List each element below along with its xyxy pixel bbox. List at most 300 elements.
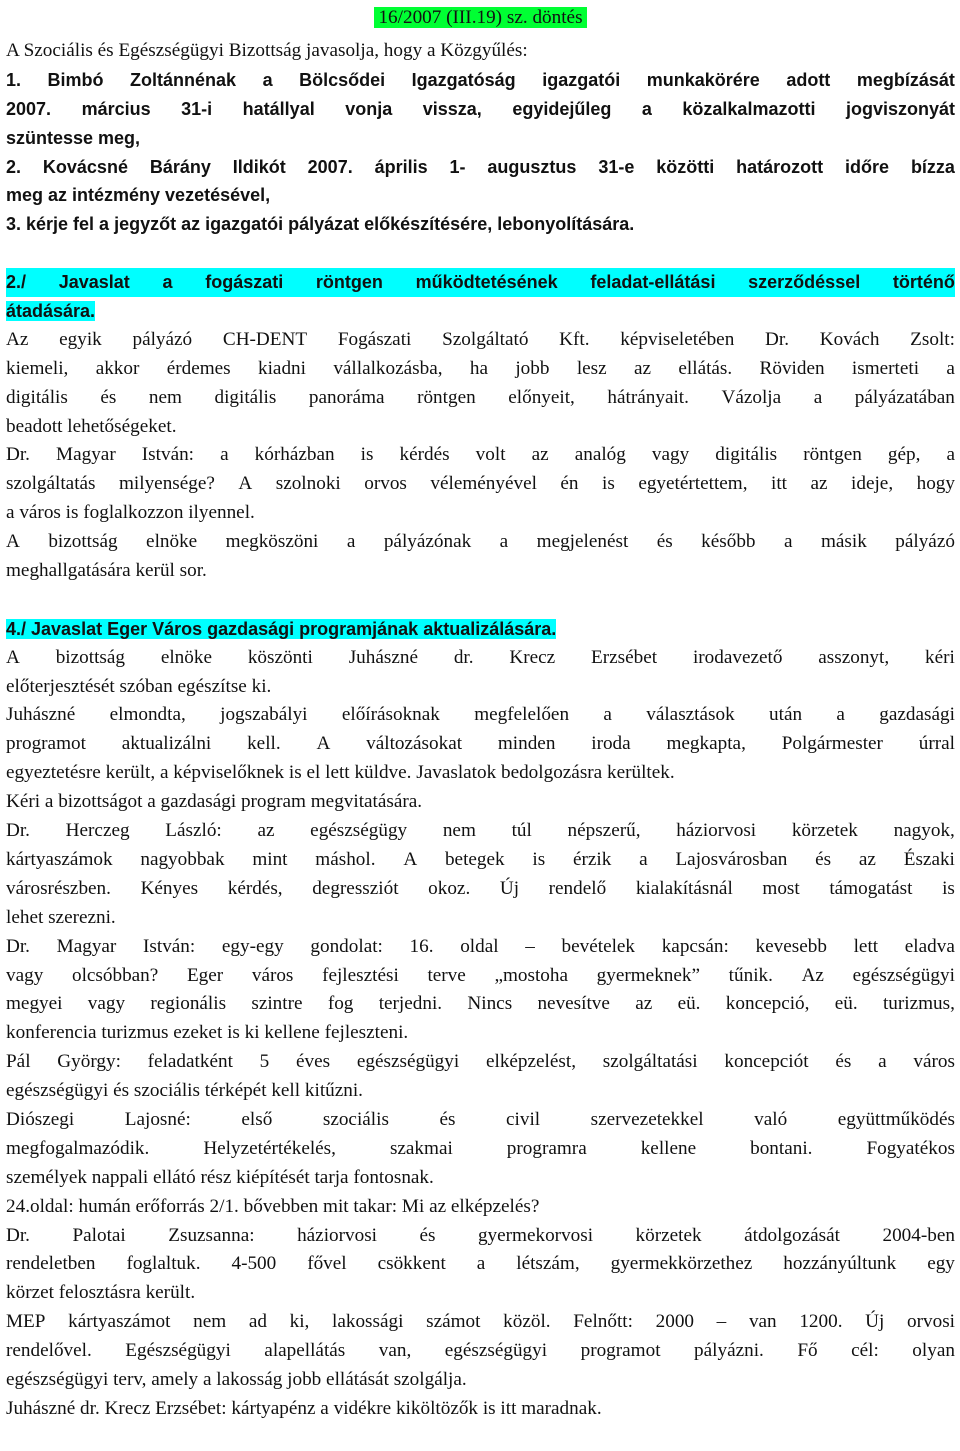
word: megjelenést — [536, 531, 629, 553]
word: az — [531, 444, 549, 466]
word: Igazgatóság — [411, 69, 516, 90]
word: betegek — [444, 848, 505, 870]
word: egyetértettem, — [638, 473, 748, 495]
word: előnyeit, — [508, 386, 575, 408]
word: Az — [6, 328, 29, 350]
word: bizottság — [55, 646, 125, 668]
word: Bárány — [149, 156, 211, 177]
word: máshol. — [315, 848, 376, 870]
word: eü. — [834, 993, 858, 1015]
word: 5 — [259, 1051, 270, 1073]
word: feladatként — [147, 1051, 233, 1073]
word: panoráma — [308, 386, 385, 408]
word: Ildikót — [232, 156, 286, 177]
word: A — [238, 473, 253, 495]
word: közötti — [656, 156, 715, 177]
word: aktualizálni — [121, 733, 212, 755]
word: terjedni. — [378, 993, 443, 1015]
word: feladat-ellátási — [590, 272, 716, 293]
word: 1. — [6, 69, 22, 90]
word: egyik — [59, 328, 102, 350]
paragraph-line: egyeztetésre került, a képviselőknek is el lett küldve. Javaslatok bedolgozásra kerültek. — [6, 762, 675, 784]
decision-line — [6, 153, 955, 182]
word: számot — [426, 1311, 481, 1333]
word: pályázatában — [854, 386, 955, 408]
word: vagy — [87, 993, 126, 1015]
word: is — [942, 877, 955, 899]
word: foglaltuk. — [126, 1253, 201, 1275]
word: digitális — [715, 444, 778, 466]
paragraph-line — [6, 1106, 955, 1135]
word: szolgáltatási — [602, 1051, 698, 1073]
word: közöl. — [503, 1311, 551, 1333]
paragraph-line: egészségügyi és szociális térképét kell kitűzni. — [6, 1080, 363, 1102]
word: a — [220, 444, 229, 466]
word: népszerű, — [567, 820, 641, 842]
word: Herczeg — [65, 820, 130, 842]
word: a — [641, 98, 652, 119]
word: Dr. — [6, 1224, 30, 1246]
word: 2007. — [307, 156, 353, 177]
word: okoz. — [428, 877, 471, 899]
word: gyermekorvosi — [477, 1224, 594, 1246]
paragraph-line — [6, 1308, 955, 1337]
word: városrészben. — [6, 877, 111, 899]
decision-line — [6, 66, 955, 95]
word: a — [346, 531, 356, 553]
word: úrral — [918, 733, 955, 755]
word: Zsolt: — [910, 328, 955, 350]
word: Szolgáltató — [442, 328, 529, 350]
word: István: — [141, 444, 195, 466]
word: hozzányúltunk — [783, 1253, 897, 1275]
section-2-heading-tail: átadására. — [6, 301, 96, 322]
paragraph-line — [6, 1222, 955, 1251]
word: Juhászné — [348, 646, 418, 668]
word: programot — [580, 1340, 661, 1362]
word: kérdés, — [227, 877, 283, 899]
word: kórházban — [254, 444, 335, 466]
word: a — [813, 386, 823, 408]
word: turizmus, — [882, 993, 955, 1015]
word: átdolgozását — [744, 1224, 840, 1246]
word: vissza, — [422, 98, 482, 119]
paragraph-line — [6, 355, 955, 384]
decision-line — [6, 95, 955, 124]
paragraph-line — [6, 384, 955, 413]
word: választások — [646, 704, 735, 726]
word: vállalkozásba, — [333, 357, 443, 379]
word: ideje, — [851, 473, 894, 495]
word: én — [560, 473, 579, 495]
word: röntgen — [417, 386, 476, 408]
word: nagyobbak — [140, 848, 225, 870]
word: megköszöni — [225, 531, 319, 553]
word: megbízását — [856, 69, 955, 90]
word: az — [257, 820, 275, 842]
word: fogászati — [205, 272, 284, 293]
word: gondolat: — [310, 935, 383, 957]
word: Pál — [6, 1051, 31, 1073]
word: vonja — [345, 98, 393, 119]
word: vagy — [651, 444, 690, 466]
word: 2./ — [6, 272, 27, 293]
word: olyan — [912, 1340, 955, 1362]
word: ismerteti — [851, 357, 920, 379]
word: gyermeknek” — [596, 964, 701, 986]
word: A — [6, 646, 20, 668]
word: Helyzetértékelés, — [203, 1137, 336, 1159]
word: tűnik. — [728, 964, 773, 986]
word: nagyok, — [893, 820, 955, 842]
spacer — [6, 586, 955, 615]
word: másik — [820, 531, 867, 553]
word: Eger — [186, 964, 224, 986]
word: Dr. — [6, 935, 30, 957]
paragraph-line: meghallgatására kerül sor. — [6, 560, 207, 582]
word: bízza — [910, 156, 955, 177]
word: itt — [771, 473, 788, 495]
word: jobb — [515, 357, 550, 379]
decision-list — [6, 66, 955, 239]
word: megfelelően — [474, 704, 570, 726]
word: Javaslat — [58, 272, 130, 293]
word: pályázó — [132, 328, 193, 350]
word: április — [374, 156, 428, 177]
word: A — [403, 848, 418, 870]
word: Palotai — [72, 1224, 126, 1246]
paragraph-line — [6, 644, 955, 673]
word: megyei — [6, 993, 63, 1015]
word: ad — [248, 1311, 267, 1333]
word: érzik — [573, 848, 612, 870]
word: gazdasági — [879, 704, 955, 726]
word: után — [769, 704, 803, 726]
word: ha — [469, 357, 488, 379]
word: kellene — [640, 1137, 697, 1159]
word: létszám, — [516, 1253, 580, 1275]
word: nevesítve — [537, 993, 610, 1015]
word: 1200. — [799, 1311, 843, 1333]
word: véleményével — [430, 473, 537, 495]
word: egy — [927, 1253, 955, 1275]
section-4 — [6, 615, 955, 1424]
word: 31-i — [181, 98, 213, 119]
word: pályázni. — [694, 1340, 764, 1362]
word: A — [316, 733, 331, 755]
section-4-heading: 4./ Javaslat Eger Város gazdasági programjának aktualizálására. — [6, 618, 557, 639]
decision-title-line — [6, 0, 955, 37]
word: van, — [378, 1340, 412, 1362]
word: oldal — [460, 935, 499, 957]
word: megfogalmazódik. — [6, 1137, 150, 1159]
decision-line: szüntesse meg, — [6, 127, 141, 148]
word: orvosi — [907, 1311, 955, 1333]
word: és — [656, 531, 673, 553]
paragraph-line — [6, 528, 955, 557]
word: kevesebb — [755, 935, 827, 957]
paragraph-line — [6, 1135, 955, 1164]
word: digitális — [214, 386, 277, 408]
paragraph-line — [6, 933, 955, 962]
word: koncepciót — [724, 1051, 809, 1073]
word: akkor — [95, 357, 140, 379]
word: Dr. — [6, 820, 30, 842]
section-2 — [6, 268, 955, 586]
paragraph-line — [6, 730, 955, 759]
word: rendelő — [548, 877, 607, 899]
paragraph-line: konferencia turizmus ezeket is ki kellene fejleszteni. — [6, 1022, 409, 1044]
word: fog — [327, 993, 354, 1015]
word: a — [262, 69, 273, 90]
word: kártyaszámot — [68, 1311, 171, 1333]
paragraph-line — [6, 817, 955, 846]
word: Felnőtt: — [573, 1311, 633, 1333]
word: elképzelést, — [485, 1051, 576, 1073]
word: a — [162, 272, 173, 293]
word: eladva — [904, 935, 955, 957]
word: asszonyt, — [818, 646, 890, 668]
paragraph-line — [6, 846, 955, 875]
word: a — [603, 704, 612, 726]
word: MEP — [6, 1311, 46, 1333]
word: nem — [193, 1311, 227, 1333]
paragraph-line — [6, 701, 955, 730]
word: fejlesztési — [322, 964, 399, 986]
word: Északi — [903, 848, 955, 870]
word: a — [836, 704, 845, 726]
word: körzetek — [791, 820, 858, 842]
word: március — [81, 98, 151, 119]
paragraph-line — [6, 875, 955, 904]
word: röntgen — [315, 272, 383, 293]
paragraph-line: körzet felosztásra került. — [6, 1282, 196, 1304]
decision-line: 3. kérje fel a jegyzőt az igazgatói pályázat előkészítésére, lebonyolítására. — [6, 214, 635, 235]
word: kiadni — [258, 357, 306, 379]
word: megkapta, — [666, 733, 746, 755]
word: György: — [57, 1051, 121, 1073]
word: Fő — [797, 1340, 818, 1362]
word: Nincs — [467, 993, 513, 1015]
word: Vázolja — [721, 386, 782, 408]
word: alapellátás — [264, 1340, 346, 1362]
paragraph-line — [6, 326, 955, 355]
word: az — [810, 473, 828, 495]
paragraph-line: Kéri a bizottságot a gazdasági program megvitatására. — [6, 791, 423, 813]
word: és — [815, 848, 832, 870]
word: csökkent — [377, 1253, 446, 1275]
word: minden — [497, 733, 556, 755]
paragraph-line: Juhászné dr. Krecz Erzsébet: kártyapénz a vidékre kiköltözők is itt maradnak. — [6, 1397, 602, 1419]
paragraph-line — [6, 962, 955, 991]
word: Magyar — [56, 444, 116, 466]
word: a — [639, 848, 648, 870]
word: köszönti — [247, 646, 313, 668]
section-4-heading-line — [6, 615, 955, 644]
word: munkakörére — [646, 69, 760, 90]
word: elnöke — [146, 531, 198, 553]
word: város — [251, 964, 294, 986]
word: túl — [511, 820, 532, 842]
word: 4-500 — [231, 1253, 277, 1275]
word: Zoltánnénak — [130, 69, 237, 90]
paragraph-line: a város is foglalkozzon ilyennel. — [6, 502, 255, 524]
word: „mostoha — [494, 964, 568, 986]
paragraph-line — [6, 441, 955, 470]
word: kéri — [925, 646, 955, 668]
word: 2007. — [6, 98, 52, 119]
word: Fogászati — [337, 328, 412, 350]
word: rendeletben — [6, 1253, 96, 1275]
word: történő — [892, 272, 955, 293]
word: éves — [296, 1051, 331, 1073]
word: együttműködés — [837, 1108, 955, 1130]
word: Kovácsné — [42, 156, 128, 177]
word: rendelővel. — [6, 1340, 92, 1362]
word: kártyaszámok — [6, 848, 113, 870]
word: a — [499, 531, 509, 553]
word: Krecz — [509, 646, 556, 668]
word: az — [635, 993, 653, 1015]
word: programot — [6, 733, 86, 755]
word: később — [701, 531, 756, 553]
word: István: — [143, 935, 196, 957]
word: augusztus — [487, 156, 577, 177]
word: körzetek — [635, 1224, 702, 1246]
word: kiemeli, — [6, 357, 69, 379]
section-2-heading-cont — [6, 297, 955, 326]
word: Az — [801, 964, 824, 986]
word: ki, — [289, 1311, 310, 1333]
paragraph-line: 24.oldal: humán erőforrás 2/1. bővebben mit takar: Mi az elképzelés? — [6, 1195, 540, 1217]
word: Magyar — [56, 935, 117, 957]
word: A — [6, 531, 20, 553]
word: cél: — [851, 1340, 879, 1362]
word: a — [878, 1051, 887, 1073]
word: a — [476, 1253, 486, 1275]
word: Új — [865, 1311, 885, 1333]
word: működtetésének — [415, 272, 558, 293]
word: bevételek — [561, 935, 636, 957]
word: hátrányait. — [607, 386, 689, 408]
word: képviseletében — [620, 328, 735, 350]
word: pályázónak — [383, 531, 472, 553]
word: Új — [499, 877, 520, 899]
paragraph-line: személyek nappali ellátó rész kiépítését tarja fontosnak. — [6, 1166, 434, 1188]
word: Bimbó — [47, 69, 104, 90]
word: Röviden — [759, 357, 825, 379]
word: jogszabályi — [220, 704, 308, 726]
word: bizottság — [48, 531, 118, 553]
word: támogatást — [829, 877, 913, 899]
word: pályázó — [895, 531, 955, 553]
word: egészségügyi — [852, 964, 955, 986]
paragraph-line: egészségügyi terv, amely a lakosság jobb ellátását szolgálja. — [6, 1368, 467, 1390]
word: háziorvosi — [676, 820, 757, 842]
word: Bölcsődei — [299, 69, 386, 90]
word: szerződéssel — [748, 272, 861, 293]
paragraph-line: lehet szerezni. — [6, 906, 116, 928]
word: szociális — [322, 1108, 389, 1130]
word: koncepció, — [725, 993, 810, 1015]
word: Kft. — [559, 328, 590, 350]
word: vagy — [6, 964, 44, 986]
word: egészségügyi — [444, 1340, 548, 1362]
word: elnöke — [160, 646, 212, 668]
word: mint — [252, 848, 288, 870]
paragraph-line — [6, 1048, 955, 1077]
word: határozott — [736, 156, 824, 177]
word: kialakításnál — [635, 877, 733, 899]
paragraph-line — [6, 1250, 955, 1279]
word: kapcsán: — [661, 935, 729, 957]
word: egészségügyi — [356, 1051, 460, 1073]
word: irodavezető — [692, 646, 783, 668]
word: terve — [427, 964, 466, 986]
word: volt — [475, 444, 506, 466]
word: jogviszonyát — [845, 98, 955, 119]
word: Kényes — [140, 877, 199, 899]
word: Diószegi — [6, 1108, 75, 1130]
word: a — [783, 531, 793, 553]
word: eü. — [677, 993, 701, 1015]
word: elmondta, — [109, 704, 186, 726]
word: Kovách — [819, 328, 880, 350]
word: közalkalmazotti — [682, 98, 816, 119]
word: hatállyal — [242, 98, 315, 119]
word: Dr. — [6, 444, 30, 466]
word: szintre — [251, 993, 303, 1015]
word: az — [858, 848, 876, 870]
word: László: — [165, 820, 222, 842]
section-4-body — [6, 644, 955, 1424]
word: lakossági — [332, 1311, 404, 1333]
word: szervezetekkel — [590, 1108, 704, 1130]
word: háziorvosi — [297, 1224, 377, 1246]
word: Dr. — [765, 328, 790, 350]
word: milyensége? — [119, 473, 215, 495]
paragraph-line — [6, 470, 955, 499]
paragraph-line — [6, 990, 955, 1019]
word: szolgáltatás — [6, 473, 96, 495]
word: kell. — [247, 733, 281, 755]
word: fővel — [307, 1253, 347, 1275]
word: a — [946, 357, 955, 379]
word: Polgármester — [781, 733, 883, 755]
word: – — [716, 1311, 727, 1333]
word: programra — [506, 1137, 587, 1159]
word: is — [532, 848, 546, 870]
spacer — [6, 239, 955, 268]
word: az — [634, 357, 652, 379]
word: és — [835, 1051, 852, 1073]
paragraph-line: előterjesztését szóban egészítse ki. — [6, 675, 272, 697]
word: most — [762, 877, 800, 899]
word: lesz — [576, 357, 607, 379]
word: Erzsébet — [591, 646, 658, 668]
word: Juhászné — [6, 704, 76, 726]
word: változásokat — [366, 733, 463, 755]
decision-title: 16/2007 (III.19) sz. döntés — [374, 7, 586, 28]
word: 31-e — [598, 156, 635, 177]
word: Zsuzsanna: — [168, 1224, 255, 1246]
word: 1- — [449, 156, 466, 177]
word: kérdés — [399, 444, 450, 466]
word: érdemes — [166, 357, 231, 379]
word: gyermekkörzethez — [610, 1253, 753, 1275]
decision-line: meg az intézmény vezetésével, — [6, 185, 271, 206]
word: dr. — [453, 646, 474, 668]
